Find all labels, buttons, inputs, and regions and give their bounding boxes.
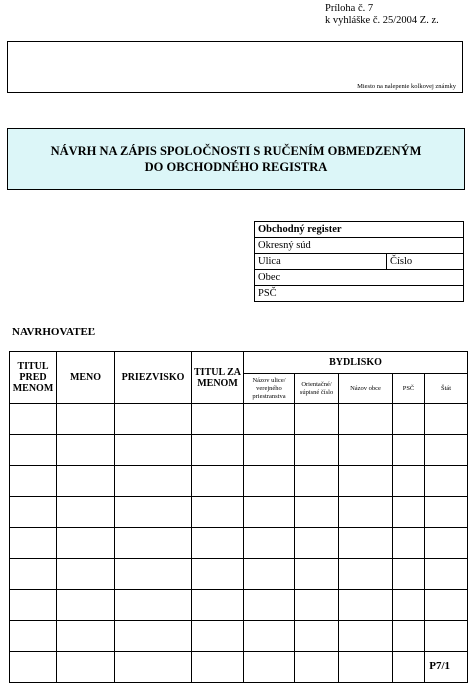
cell-country[interactable] [425, 559, 468, 590]
cell-country[interactable] [425, 435, 468, 466]
cell-title-before[interactable] [10, 466, 57, 497]
cell-town[interactable] [339, 528, 393, 559]
cell-number[interactable] [295, 435, 339, 466]
register-street-field[interactable]: Ulica [255, 254, 387, 270]
cell-street[interactable] [244, 559, 295, 590]
register-header: Obchodný register [255, 222, 464, 238]
table-row [10, 621, 468, 652]
cell-town[interactable] [339, 559, 393, 590]
col-surname: PRIEZVISKO [115, 352, 192, 404]
cell-title-after[interactable] [192, 466, 244, 497]
cell-postcode[interactable] [393, 559, 425, 590]
cell-postcode[interactable] [393, 466, 425, 497]
col-residence-street: Názov ulice/ verejného priestranstva [244, 374, 295, 404]
col-residence-number: Orientačné/ súpisné číslo [295, 374, 339, 404]
cell-title-before[interactable] [10, 621, 57, 652]
cell-title-before[interactable] [10, 404, 57, 435]
cell-postcode[interactable] [393, 435, 425, 466]
cell-title-before[interactable] [10, 435, 57, 466]
col-title-after: TITUL ZA MENOM [192, 352, 244, 404]
table-row [10, 559, 468, 590]
cell-title-before[interactable] [10, 590, 57, 621]
stamp-area [7, 41, 463, 93]
table-row [10, 404, 468, 435]
cell-surname[interactable] [115, 497, 192, 528]
applicants-table-body [10, 404, 468, 683]
stamp-area-label: Miesto na nalepenie kolkovej známky [357, 83, 456, 90]
cell-number[interactable] [295, 497, 339, 528]
cell-postcode[interactable] [393, 590, 425, 621]
cell-name[interactable] [57, 404, 115, 435]
cell-number[interactable] [295, 466, 339, 497]
cell-town[interactable] [339, 404, 393, 435]
form-title-line-1: NÁVRH NA ZÁPIS SPOLOČNOSTI S RUČENÍM OBMEDZENÝM [50, 144, 422, 158]
cell-title-after[interactable] [192, 528, 244, 559]
col-residence-town: Názov obce [339, 374, 393, 404]
cell-name[interactable] [57, 497, 115, 528]
cell-title-after[interactable] [192, 404, 244, 435]
register-number-field[interactable]: Číslo [387, 254, 464, 270]
cell-surname[interactable] [115, 435, 192, 466]
cell-street[interactable] [244, 466, 295, 497]
cell-number[interactable] [295, 621, 339, 652]
cell-name[interactable] [57, 590, 115, 621]
cell-surname[interactable] [115, 621, 192, 652]
annex-number: Príloha č. 7 [325, 3, 374, 14]
cell-street[interactable] [244, 497, 295, 528]
cell-street[interactable] [244, 435, 295, 466]
commercial-register-box [254, 221, 464, 302]
cell-number[interactable] [295, 404, 339, 435]
register-court-field[interactable]: Okresný súd [255, 238, 464, 254]
cell-title-after[interactable] [192, 559, 244, 590]
cell-surname[interactable] [115, 528, 192, 559]
col-residence-country: Štát [425, 374, 468, 404]
register-town-field[interactable]: Obec [255, 270, 464, 286]
cell-name[interactable] [57, 528, 115, 559]
cell-surname[interactable] [115, 404, 192, 435]
cell-town[interactable] [339, 435, 393, 466]
cell-street[interactable] [244, 621, 295, 652]
cell-number[interactable] [295, 590, 339, 621]
cell-town[interactable] [339, 621, 393, 652]
page-number: P7/1 [429, 660, 450, 672]
col-residence: BYDLISKO [244, 352, 468, 374]
cell-street[interactable] [244, 404, 295, 435]
cell-postcode[interactable] [393, 528, 425, 559]
cell-country[interactable] [425, 466, 468, 497]
cell-number[interactable] [295, 528, 339, 559]
cell-title-after[interactable] [192, 497, 244, 528]
cell-name[interactable] [57, 621, 115, 652]
table-row [10, 528, 468, 559]
annex-regulation: k vyhláške č. 25/2004 Z. z. [325, 15, 439, 26]
cell-surname[interactable] [115, 590, 192, 621]
form-title-line-2: DO OBCHODNÉHO REGISTRA [144, 160, 328, 174]
cell-country[interactable] [425, 497, 468, 528]
register-postcode-field[interactable]: PSČ [255, 286, 464, 302]
cell-title-after[interactable] [192, 435, 244, 466]
col-residence-postcode: PSČ [393, 374, 425, 404]
cell-street[interactable] [244, 528, 295, 559]
cell-name[interactable] [57, 435, 115, 466]
applicants-table [9, 351, 468, 683]
form-title [7, 128, 465, 190]
cell-number[interactable] [295, 559, 339, 590]
table-row [10, 466, 468, 497]
cell-street[interactable] [244, 590, 295, 621]
cell-title-after[interactable] [192, 590, 244, 621]
table-row [10, 590, 468, 621]
cell-surname[interactable] [115, 559, 192, 590]
col-name: MENO [57, 352, 115, 404]
cell-town[interactable] [339, 466, 393, 497]
cell-town[interactable] [339, 590, 393, 621]
applicants-heading: NAVRHOVATEĽ [12, 326, 96, 338]
cell-country[interactable] [425, 590, 468, 621]
cell-town[interactable] [339, 497, 393, 528]
cell-name[interactable] [57, 466, 115, 497]
cell-title-after[interactable] [192, 621, 244, 652]
cell-postcode[interactable] [393, 404, 425, 435]
annex-reference [325, 3, 439, 27]
cell-title-before[interactable] [10, 559, 57, 590]
cell-country[interactable] [425, 404, 468, 435]
col-title-before: TITUL PRED MENOM [10, 352, 57, 404]
cell-title-before[interactable] [10, 497, 57, 528]
cell-surname[interactable] [115, 466, 192, 497]
table-row [10, 497, 468, 528]
cell-country[interactable] [425, 621, 468, 652]
table-row [10, 435, 468, 466]
cell-name[interactable] [57, 559, 115, 590]
cell-country[interactable] [425, 528, 468, 559]
cell-postcode[interactable] [393, 621, 425, 652]
cell-postcode[interactable] [393, 497, 425, 528]
cell-title-before[interactable] [10, 528, 57, 559]
